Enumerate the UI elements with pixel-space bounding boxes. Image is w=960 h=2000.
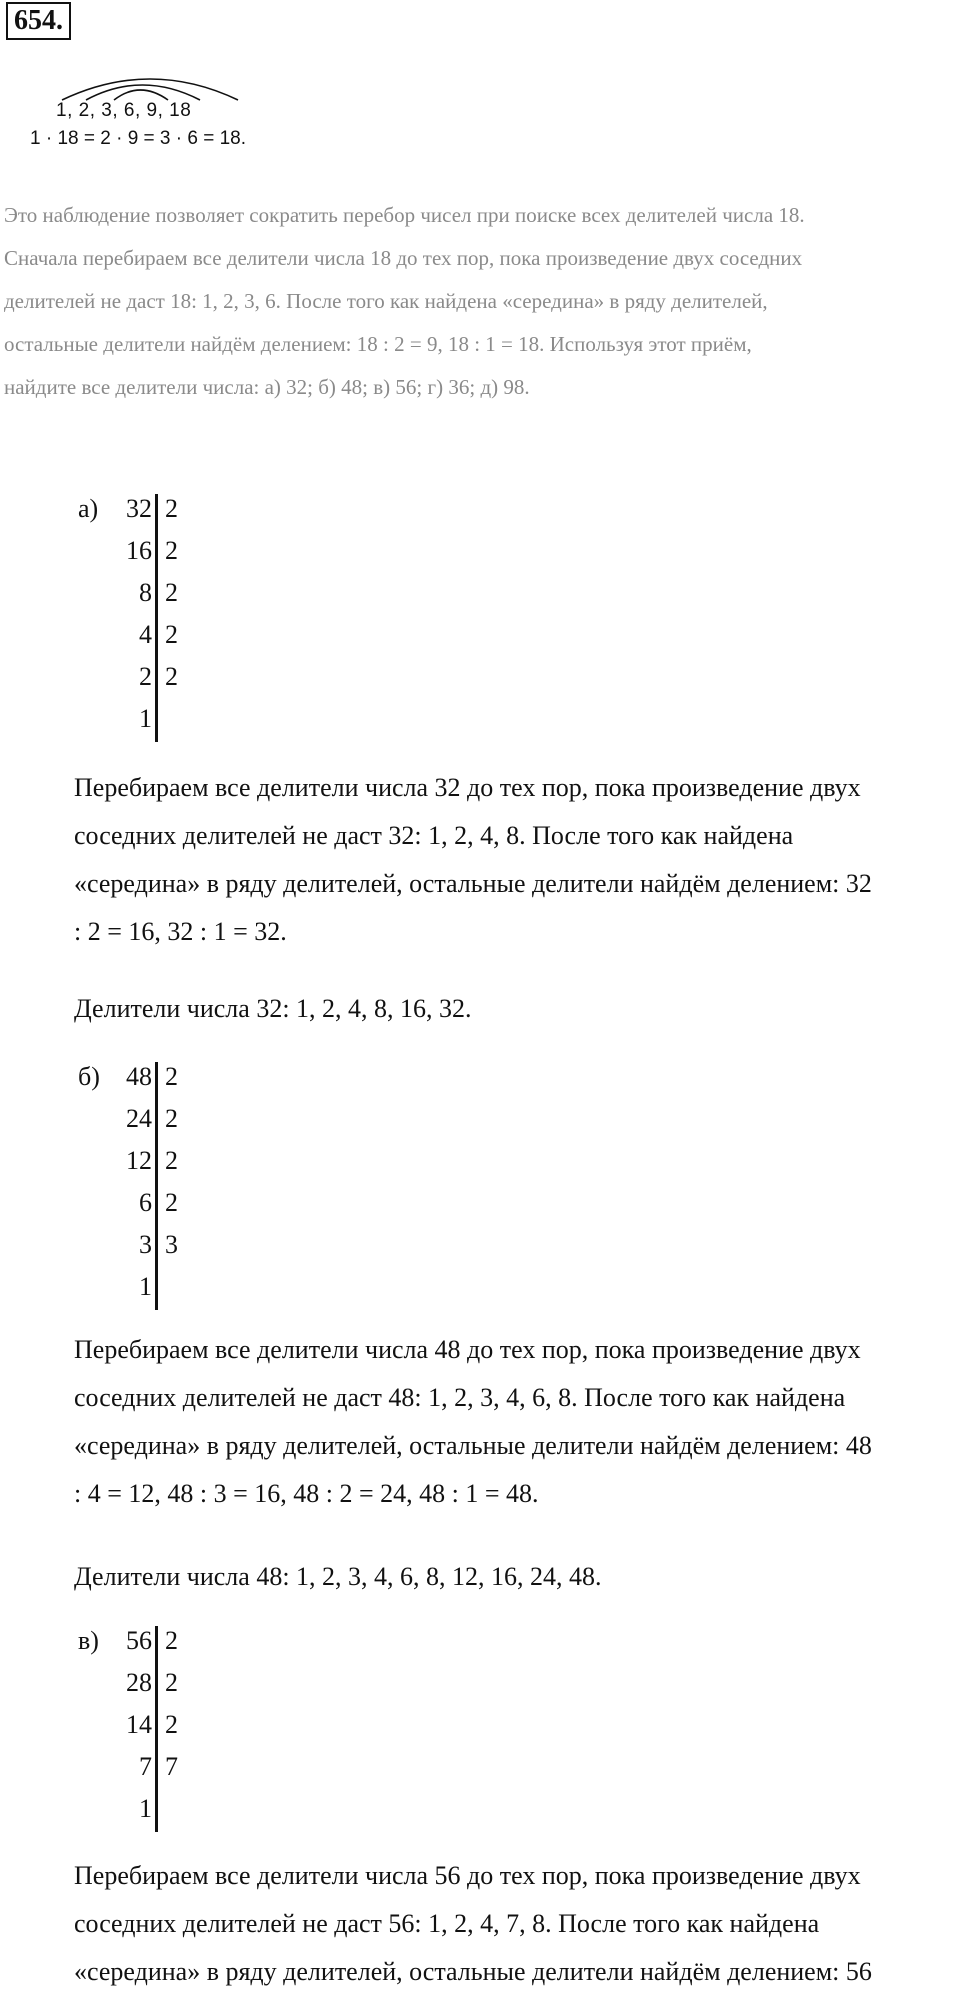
ladder-dividend: 14: [126, 1710, 152, 1739]
ladder-row: [78, 620, 278, 660]
ladder-dividend: 6: [139, 1188, 152, 1217]
ladder-divisor: 2: [165, 1668, 178, 1697]
solution-line: «середина» в ряду делителей, остальные делители найдём делением: 56: [74, 1957, 872, 1986]
ladder-dividend: 2: [139, 662, 152, 691]
part-label: а): [78, 494, 99, 523]
solution-line: соседних делителей не даст 32: 1, 2, 4, 8. После того как найдена: [74, 821, 794, 850]
ladder-dividend: 16: [126, 536, 152, 565]
ladder-dividend: 48: [126, 1062, 152, 1091]
ladder-row: [78, 494, 278, 534]
ladder-divisor: 7: [165, 1752, 178, 1781]
ladder-divisor: 2: [165, 1710, 178, 1739]
ladder-dividend: 1: [139, 1272, 152, 1301]
ladder-divisor: 2: [165, 620, 178, 649]
solution-line: соседних делителей не даст 56: 1, 2, 4, 7, 8. После того как найдена: [74, 1909, 820, 1938]
ladder-divisor: 2: [165, 1062, 178, 1091]
solution-paragraph-48: [74, 1326, 954, 1518]
solution-paragraph-32: [74, 764, 954, 956]
ladder-dividend: 1: [139, 704, 152, 733]
ladder-row: [78, 1272, 278, 1312]
task-line: делителей не даст 18: 1, 2, 3, 6. После того как найдена «середина» в ряду делителей,: [4, 289, 768, 313]
factorization-ladder-32: [78, 494, 278, 742]
ladder-divisor: 2: [165, 662, 178, 691]
divisors-result-48: Делители числа 48: 1, 2, 3, 4, 6, 8, 12, 16, 24, 48.: [74, 1562, 602, 1591]
ladder-dividend: 4: [139, 620, 152, 649]
ladder-row: [78, 1062, 278, 1102]
product-equation: 1 · 18 = 2 · 9 = 3 · 6 = 18.: [30, 128, 246, 149]
part-label: б): [78, 1062, 100, 1091]
ladder-row: [78, 578, 278, 618]
ladder-dividend: 32: [126, 494, 152, 523]
exercise-number: 654.: [6, 2, 71, 40]
ladder-dividend: 1: [139, 1794, 152, 1823]
ladder-row: [78, 536, 278, 576]
solution-line: Перебираем все делители числа 48 до тех пор, пока произведение двух: [74, 1335, 861, 1364]
ladder-divisor: 2: [165, 1188, 178, 1217]
ladder-row: [78, 1710, 278, 1750]
ladder-row: [78, 1230, 278, 1270]
ladder-divisor: 2: [165, 578, 178, 607]
ladder-divisor: 2: [165, 1626, 178, 1655]
solution-line: : 4 = 12, 48 : 3 = 16, 48 : 2 = 24, 48 : 1 = 48.: [74, 1479, 539, 1508]
ladder-dividend: 24: [126, 1104, 152, 1133]
ladder-dividend: 28: [126, 1668, 152, 1697]
solution-line: соседних делителей не даст 48: 1, 2, 3, 4, 6, 8. После того как найдена: [74, 1383, 846, 1412]
solution-line: «середина» в ряду делителей, остальные делители найдём делением: 32: [74, 869, 872, 898]
task-line: Сначала перебираем все делители числа 18 до тех пор, пока произведение двух соседних: [4, 246, 803, 270]
solution-line: Перебираем все делители числа 32 до тех пор, пока произведение двух: [74, 773, 861, 802]
ladder-dividend: 8: [139, 578, 152, 607]
part-label: в): [78, 1626, 99, 1655]
solution-paragraph-56: [74, 1852, 954, 1996]
ladder-divisor: 2: [165, 536, 178, 565]
divisors-result-32: Делители числа 32: 1, 2, 4, 8, 16, 32.: [74, 994, 472, 1023]
ladder-divisor: 2: [165, 494, 178, 523]
ladder-divisor: 2: [165, 1146, 178, 1175]
solution-line: Перебираем все делители числа 56 до тех пор, пока произведение двух: [74, 1861, 861, 1890]
solution-line: «середина» в ряду делителей, остальные делители найдём делением: 48: [74, 1431, 872, 1460]
ladder-row: [78, 1668, 278, 1708]
divisor-sequence: 1, 2, 3, 6, 9, 18: [56, 100, 192, 121]
task-line: найдите все делители числа: а) 32; б) 48; в) 56; г) 36; д) 98.: [4, 375, 530, 399]
ladder-divisor: 2: [165, 1104, 178, 1133]
ladder-row: [78, 704, 278, 744]
task-line: остальные делители найдём делением: 18 : 2 = 9, 18 : 1 = 18. Используя этот приём,: [4, 332, 752, 356]
divisor-pairs-illustration: [30, 64, 280, 154]
ladder-row: [78, 1146, 278, 1186]
ladder-dividend: 3: [139, 1230, 152, 1259]
factorization-ladder-56: [78, 1626, 278, 1832]
solution-line: : 2 = 16, 32 : 1 = 32.: [74, 917, 287, 946]
task-line: Это наблюдение позволяет сократить перебор чисел при поиске всех делителей числа 18.: [4, 203, 805, 227]
ladder-row: [78, 1188, 278, 1228]
factorization-ladder-48: [78, 1062, 278, 1310]
ladder-dividend: 12: [126, 1146, 152, 1175]
ladder-dividend: 56: [126, 1626, 152, 1655]
ladder-row: [78, 1104, 278, 1144]
task-statement: [4, 194, 954, 409]
ladder-row: [78, 1752, 278, 1792]
ladder-row: [78, 1794, 278, 1834]
ladder-divisor: 3: [165, 1230, 178, 1259]
ladder-row: [78, 1626, 278, 1666]
ladder-row: [78, 662, 278, 702]
ladder-dividend: 7: [139, 1752, 152, 1781]
